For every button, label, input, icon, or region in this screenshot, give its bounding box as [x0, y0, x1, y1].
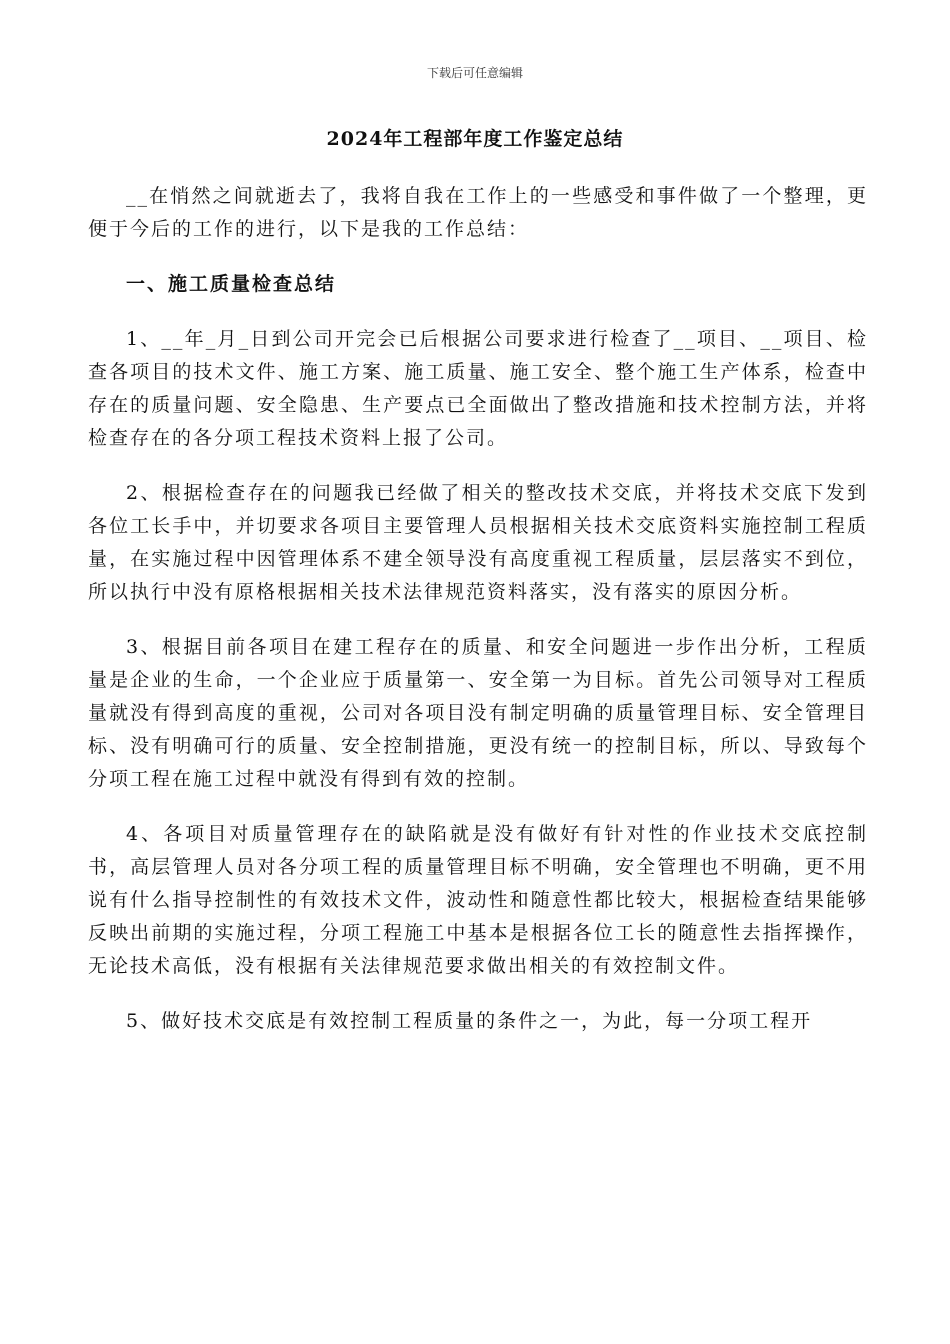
- header-note: 下载后可任意编辑: [426, 66, 523, 80]
- intro-paragraph: __在悄然之间就逝去了，我将自我在工作上的一些感受和事件做了一个整理，更便于今后的工作的进行，以下是我的工作总结：: [88, 185, 868, 240]
- paragraph-3: 3、根据目前各项目在建工程存在的质量、和安全问题进一步作出分析，工程质量是企业的生命，一个企业应于质量第一、安全第一为目标。首先公司领导对工程质量就没有得到高度的重视，公司对各项目没有制定明确的质量管理目标、安全管理目标、没有明确可行的质量、安全控制措施，更没有统一的控制目标，所以、导致每个分项工程在施工过程中就没有得到有效的控制。: [88, 636, 868, 790]
- paragraph-2: 2、根据检查存在的问题我已经做了相关的整改技术交底，并将技术交底下发到各位工长手中，并切要求各项目主要管理人员根据相关技术交底资料实施控制工程质量，在实施过程中因管理体系不建全领导没有高度重视工程质量，层层落实不到位，所以执行中没有原格根据相关技术法律规范资料落实，没有落实的原因分析。: [88, 482, 868, 603]
- document-body: [88, 180, 868, 1060]
- paragraph-1: 1、__年_月_日到公司开完会已后根据公司要求进行检查了__项目、__项目、检查各项目的技术文件、施工方案、施工质量、施工安全、整个施工生产体系，检查中存在的质量问题、安全隐患、生产要点已全面做出了整改措施和技术控制方法，并将检查存在的各分项工程技术资料上报了公司。: [88, 328, 868, 449]
- paragraph-4: 4、各项目对质量管理存在的缺陷就是没有做好有针对性的作业技术交底控制书，高层管理人员对各分项工程的质量管理目标不明确，安全管理也不明确，更不用说有什么指导控制性的有效技术文件，波动性和随意性都比较大，根据检查结果能够反映出前期的实施过程，分项工程施工中基本是根据各位工长的随意性去指挥操作，无论技术高低，没有根据有关法律规范要求做出相关的有效控制文件。: [88, 823, 868, 977]
- section-heading: 一、施工质量检查总结: [126, 273, 337, 295]
- paragraph-5: 5、做好技术交底是有效控制工程质量的条件之一，为此，每一分项工程开: [126, 1010, 813, 1032]
- document-title: 2024年工程部年度工作鉴定总结: [326, 128, 624, 150]
